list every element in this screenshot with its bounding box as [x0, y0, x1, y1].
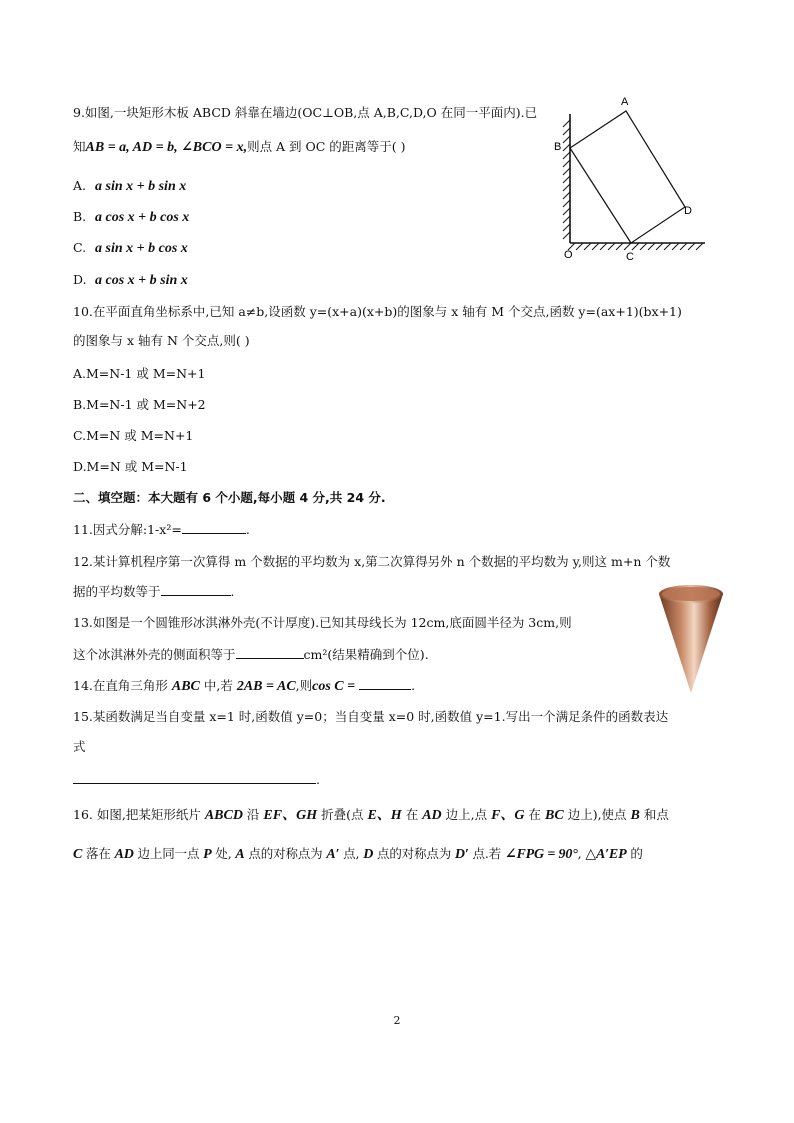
- q14-answer-blank[interactable]: [359, 677, 411, 690]
- q13-line2: 这个冰淇淋外壳的侧面积等于 cm²(结果精确到个位).: [73, 647, 429, 662]
- section2-heading: 二、填空题：本大题有 6 个小题,每小题 4 分,共 24 分.: [73, 490, 386, 505]
- q12-line2: 据的平均数等于 .: [73, 584, 235, 599]
- q11: 11.因式分解:1-x²= .: [73, 522, 250, 537]
- label-o: O: [564, 249, 573, 261]
- label-c: C: [626, 251, 634, 263]
- q13-answer-blank[interactable]: [236, 646, 304, 659]
- q15-answer-blank[interactable]: [73, 771, 316, 784]
- q15-answer-line: .: [73, 771, 320, 789]
- q16-line1: 16. 如图,把某矩形纸片 ABCD 沿 EF、GH 折叠(点 E、H 在 AD 边上,点 F、G 在 BC 边上),使点 B 和点: [73, 807, 669, 823]
- q12-answer-blank[interactable]: [161, 583, 231, 596]
- q11-answer-blank[interactable]: [182, 521, 246, 534]
- floor: [568, 243, 705, 250]
- q9-option-b[interactable]: B. a cos x + b cos x: [73, 209, 190, 225]
- q13-line1: 13.如图是一个圆锥形冰淇淋外壳(不计厚度).已知其母线长为 12cm,底面圆半径为 3cm,则: [73, 615, 572, 630]
- q10-line2: 的图象与 x 轴有 N 个交点,则( ): [73, 333, 250, 348]
- q9-line2: [73, 138, 406, 157]
- q9-figure: [545, 90, 720, 270]
- wall: [563, 114, 570, 243]
- q15-line1: 15.某函数满足当自变量 x=1 时,函数值 y=0；当自变量 x=0 时,函数值 y=1.写出一个满足条件的函数表达: [73, 709, 669, 724]
- q9-line2-suffix: 则点 A 到 OC 的距离等于( ): [247, 139, 406, 154]
- q10-option-b[interactable]: B.M=N-1 或 M=N+2: [73, 397, 206, 412]
- q10-option-a[interactable]: A.M=N-1 或 M=N+1: [73, 366, 206, 381]
- rectangle-board: [570, 111, 685, 243]
- q9-option-a[interactable]: A. a sin x + b sin x: [73, 178, 187, 194]
- q9-option-c[interactable]: C. a sin x + b cos x: [73, 240, 188, 256]
- q9-option-d[interactable]: D. a cos x + b sin x: [73, 272, 188, 288]
- q9-line1: 9.如图,一块矩形木板 ABCD 斜靠在墙边(OC⊥OB,点 A,B,C,D,O 在同一平面内).已: [73, 105, 538, 120]
- q12-line1: 12.某计算机程序第一次算得 m 个数据的平均数为 x,第二次算得另外 n 个数据的平均数为 y,则这 m+n 个数: [73, 554, 671, 569]
- q10-line1: 10.在平面直角坐标系中,已知 a≠b,设函数 y=(x+a)(x+b)的图象与 x 轴有 M 个交点,函数 y=(ax+1)(bx+1): [73, 304, 682, 319]
- label-d: D: [684, 205, 692, 217]
- q9-given-math: AB = a, AD = b, ∠BCO = x,: [85, 140, 248, 155]
- q9-line2-prefix: 知: [73, 139, 86, 154]
- q16-line2: C 落在 AD 边上同一点 P 处, A 点的对称点为 A′ 点, D 点的对称点为 D′ 点.若 ∠FPG = 90°, △A′EP 的: [73, 846, 643, 862]
- q10-option-c[interactable]: C.M=N 或 M=N+1: [73, 428, 194, 443]
- q14: 14.在直角三角形 ABC 中,若 2AB = AC,则cos C = .: [73, 678, 416, 694]
- page-number: 2: [393, 1014, 401, 1027]
- label-b: B: [554, 141, 562, 153]
- q15-line2: 式: [73, 739, 86, 754]
- cone-figure: [657, 584, 725, 696]
- label-a: A: [621, 96, 629, 108]
- q10-option-d[interactable]: D.M=N 或 M=N-1: [73, 459, 188, 474]
